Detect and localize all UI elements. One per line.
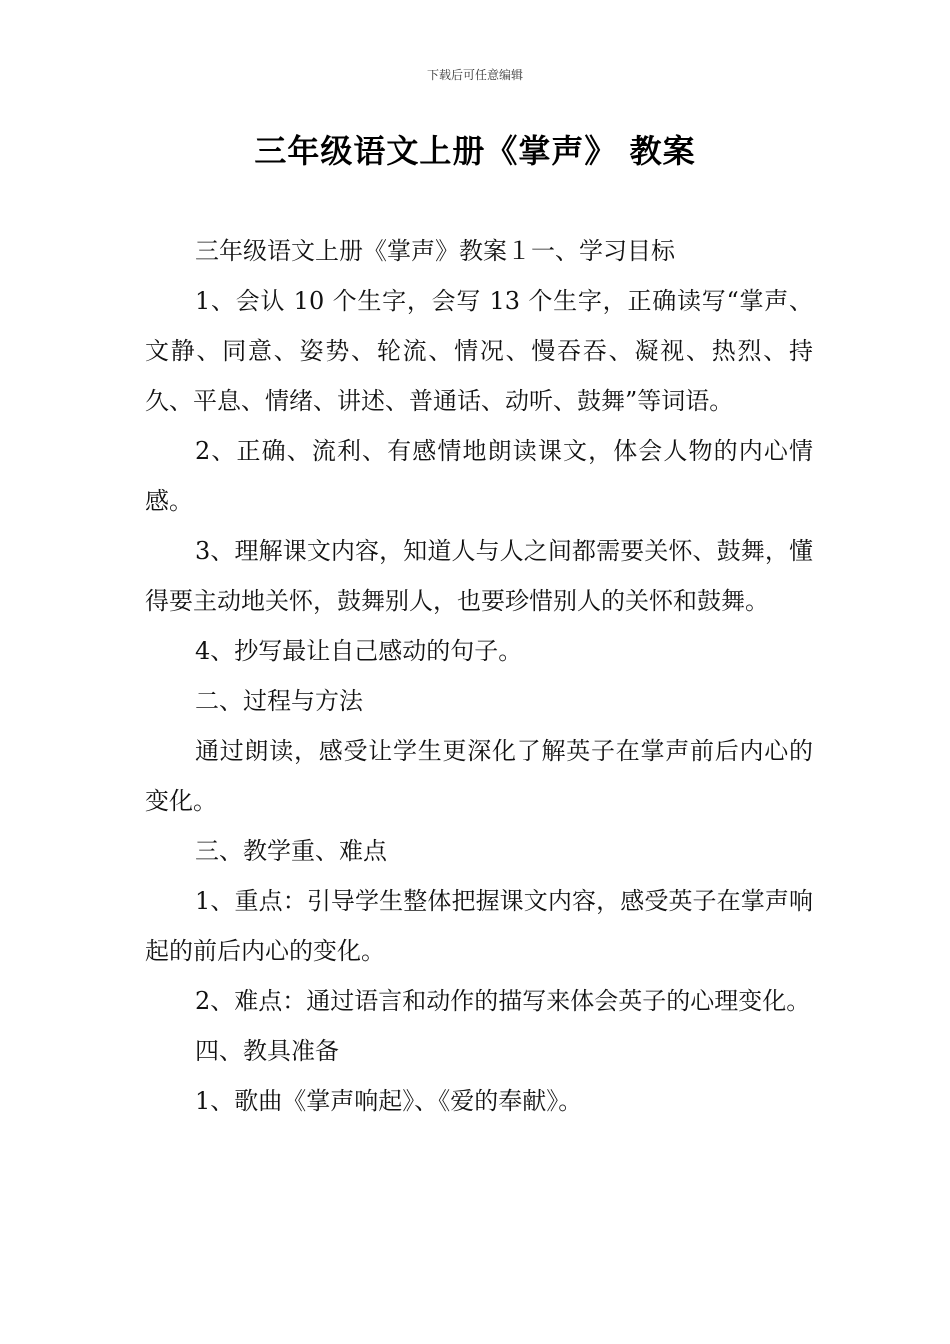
section-heading-process: 二、过程与方法 [195, 687, 363, 715]
paragraph-materials-1: 1、歌曲《掌声响起》、《爱的奉献》。 [195, 1087, 583, 1115]
document-body [145, 226, 813, 1126]
paragraph-goal-4: 4、抄写最让自己感动的句子。 [195, 637, 523, 665]
paragraph-intro: 三年级语文上册《掌声》教案１一、学习目标 [195, 237, 675, 265]
paragraph-goal-3: 3、理解课文内容，知道人与人之间都需要关怀、鼓舞，懂得要主动地关怀，鼓舞别人，也要珍惜别人的关怀和鼓舞。 [145, 537, 813, 615]
section-heading-materials: 四、教具准备 [195, 1037, 339, 1065]
header-note: 下载后可任意编辑 [426, 68, 523, 82]
paragraph-difficulty: 2、难点：通过语言和动作的描写来体会英子的心理变化。 [195, 987, 811, 1015]
paragraph-goal-1: 1、会认 10 个生字，会写 13 个生字，正确读写“掌声、文静、同意、姿势、轮流、情况、慢吞吞、凝视、热烈、持久、平息、情绪、讲述、普通话、动听、鼓舞”等词语。 [145, 287, 813, 415]
page-title: 三年级语文上册《掌声》 教案 [254, 132, 696, 170]
paragraph-process: 通过朗读，感受让学生更深化了解英子在掌声前后内心的变化。 [145, 737, 813, 815]
section-heading-focus: 三、教学重、难点 [195, 837, 387, 865]
paragraph-focus: 1、重点：引导学生整体把握课文内容，感受英子在掌声响起的前后内心的变化。 [145, 887, 813, 965]
paragraph-goal-2: 2、正确、流利、有感情地朗读课文，体会人物的内心情感。 [145, 437, 813, 515]
